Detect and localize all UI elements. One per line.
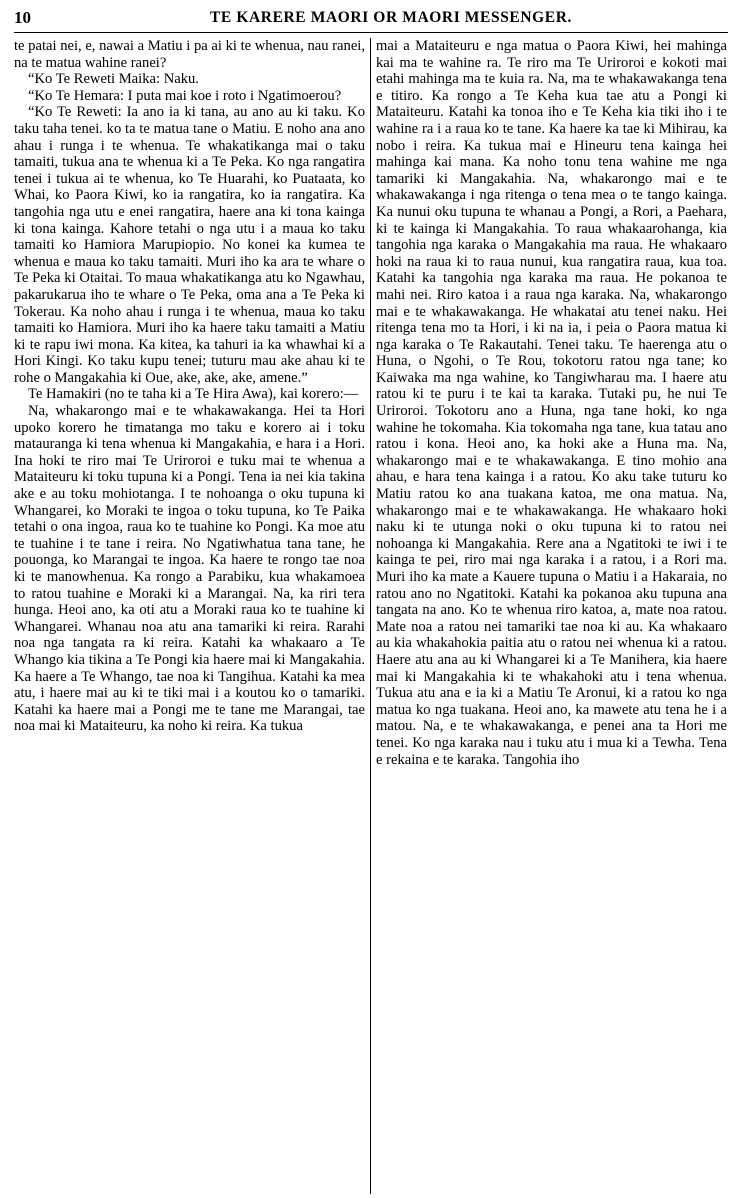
left-paragraph-4: “Ko Te Reweti: Ia ano ia ki tana, au ano au ki taku. Ko taku taha tenei. ko ta te matua tane o Matiu. E noho ana ano ahau i runga i te whenua. Te whakatikanga mai o taku tamaiti, tukua ana te whenua ki a Te Peka. Ko nga rangatira tenei i tukua ai te whenua, ko Te Huarahi, ko Puataata, ko Whai, ko Paora Kiwi, ko ia rangatira, ko ia rangatira. Ka tangohia nga utu e enei rangatira, haere ana ki tona kainga ki tona kainga. Kahore tetahi o nga utu i a maua ko taku tamaiti ko Hamiora Marupiopio. No konei ka kumea te whenua e maua ko taku tamaiti. Muri iho ka ara te whare o Te Peka ki Otaitai. To maua whakatikanga atu ko Ngawhau, pakarukarua iho te whare o Te Peka, oma ana a Te Peka ki Tokerau. Ka noho ahau i runga i te whenua, maua ko taku tamaiti ko Hamiora. Muri iho ka haere taku tamaiti a Matiu ki te rapu iwi mona. Ka kitea, ka tahuri ia ka whawhai ki a Hori Kingi. Ko taku kupu tenei; tuturu mau ake ahau ki te rohe o Mangakahia ki Oue, ake, ake, ake, amene.” [14, 104, 365, 386]
column-divider [370, 38, 371, 1194]
page-number: 10 [14, 8, 31, 27]
left-paragraph-1: te patai nei, e, nawai a Matiu i pa ai ki te whenua, nau ranei, na te matua wahine ranei? [14, 38, 365, 71]
right-paragraph-1: mai a Mataiteuru e nga matua o Paora Kiwi, hei mahinga kai ma te wahine ra. Te riro ma Te Uriroroi e kokoti mai etahi mahinga ma te kuia ra. Na, ma te whakawakanga tena e titiro. Ka rongo a Te Keha kua tae atu a Pongi ki Mataiteuru. Katahi ka tonoa iho e Te Keha kia tiki iho i te wahine ra i a raua ko te tane. Ka haere ka tae ki Mihirau, ka nobo i reira. Ka tukua mai e Hineuru tena kainga hei mahinga kai mana. Ka noho tonu tena wahine me nga tamariki ki Mangakahia. Na, whakarongo mai e te whakawakanga i nga ritenga o tena mea o te tango kainga. Ka nunui oku tupuna te whanau a Pongi, a Rori, a Paehara, ki te kainga ki Mangakahia. To raua whakaarohanga, kia tangohia nga karaka o Mangakahia ma raua. He whakaaro hoki na raua ki to raua nunui, kua rangatira raua, kua toa. Katahi ka tangohia nga karaka ma raua. He pokanoa te mahi nei. Riro katoa i a raua nga karaka. Na, whakarongo mai e te whakawakanga. He whakatai atu tenei naku. Hei ritenga tena mo ta Hori, i ki na ia, i peia o Paora matua ki nga karaka o Te Rakautahi. Tenei taku. Te haerenga atu o Huna, o Ngohi, o Te Rou, tokotoru ratou nga tane; ko Kaiwaka ma nga wahine, ko Tangiwharau ma. I haere atu ratou ki te puru i te kai ta karaka. Tutaki pu, he nui Te Uriroroi. Tokotoru ano a Huna, nga tane hoki, ko nga wahine he tokomaha. Kia tokomaha nga tane, kua tatau ano ratou i kona. Heoi ano, ka hoki ake a Huna ma. Na, whakarongo mai e te whakawakanga. E tino mohio ana ahau, e hara tena kainga i a ratou. Ko aku take tuturu ko Matiu ratou ko ana tuakana katoa, me ona matua. Na, whakarongo mai e te whakawakanga. He whakaaro hoki naku ki te utunga noki o oku tupuna ki to ratou nei nohoanga ki Mangakahia. Rere ana a Ngatitoki te iwi i te kainga te pei, riro mai nga karaka i a ratou, i a Rori ma. Muri iho ka mate a Kauere tupuna o Matiu i a Hakaraia, no ratou ano no Ngatitoki. Katahi ka pokanoa aku tupuna ana tangata na ano. Ko te whenua riro katoa, a, mate noa ratou. Mate noa a ratou nei tamariki tae noa ki au. Ka whakaaro au kia whakahokia paitia atu o ratou nei whenua ki a ratou. Haere atu ana au ki Whangarei ki a Te Manihera, kia haere mai ki Mangakahia ki te whakahoki atu i tena whenua. Tukua atu ana e ia ki a Matiu Te Aronui, ki a ratou ko nga matua ko nga tuakana. Heoi ano, ka mawete atu tena he i a matou. Na, e te whakawakanga, e penei ana ta Hori me tenei. Ko nga karaka nau i tuku atu i mua ki a Tewha. Tena e rekaina e te karaka. Tangohia iho [376, 38, 727, 768]
left-paragraph-2: “Ko Te Reweti Maika: Naku. [28, 71, 199, 88]
left-paragraph-6: Na, whakarongo mai e te whakawakanga. Hei ta Hori upoko korero he timatanga mo taku e korero ai i toku matauranga ki tena whenua ki Mangakahia, e hara i a Hori. Ina hoki te riro mai Te Uriroroi e tuku mai te whenua a Mataiteuru ki toku tupuna ki a Pongi. Tena ia nei kia takina ake e au toku mohiotanga. I te nohoanga o oku tupuna ki Whangarei, ko Moraki te ingoa o toku tupuna, ko Te Paika tetahi o ona ingoa, raua ko te tuahine ko Pongi. Ka moe atu te tuahine i te tane i reira. No Ngatiwhatua tana tane, he pouonga, ko Marangai te ingoa. Ka haere te rongo tae noa ki te manowhenua. Ka rongo a Parabiku, kua whakamoea to ratou tuahine e Moraki ki a Marangai. Na, ka riri tera hunga. Heoi ano, ka oti atu a Moraki raua ko te tuahine ki Whangarei. Whanau noa atu ana tamariki ki reira. Rarahi noa nga tangata ra ki reira. Katahi ka whakaaro a Te Whango kia tikina a Te Pongi kia haere mai ki Mangakahia. Ka haere a Te Whango, tae noa ki Tangihua. Katahi ka mea atu, i haere mai au ki te tiki mai i a koutou ko o tamariki. Katahi ka haere mai a Pongi me te tane me Marangai, tae noa mai ki Mataiteuru, ka noho ki reira. Ka tukua [14, 403, 365, 735]
left-paragraph-3: “Ko Te Hemara: I puta mai koe i roto i Ngatimoerou? [28, 87, 342, 104]
text-columns [14, 38, 728, 1194]
page-header [14, 6, 728, 33]
left-column [14, 38, 365, 1194]
left-paragraph-5: Te Hamakiri (no te taha ki a Te Hira Awa), kai korero:— [28, 386, 359, 403]
running-title: TE KARERE MAORI OR MAORI MESSENGER. [209, 9, 573, 26]
right-column [376, 38, 727, 1194]
